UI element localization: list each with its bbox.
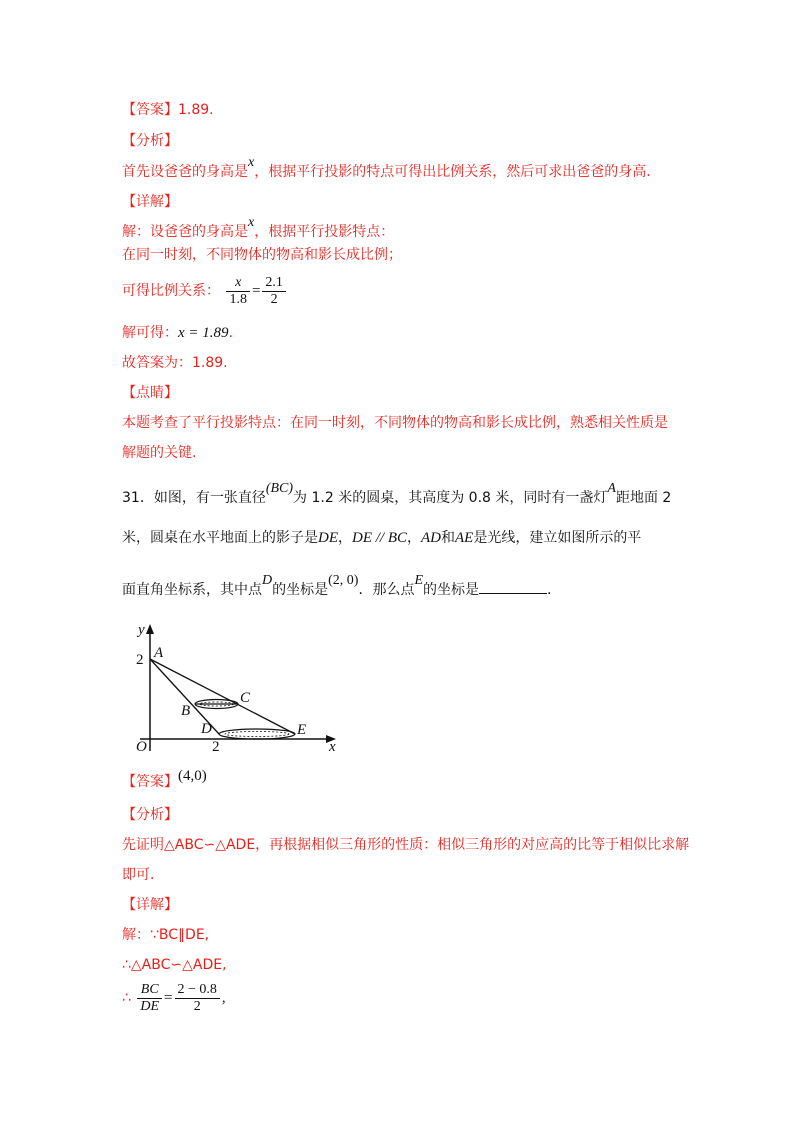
label-y: y	[138, 622, 145, 638]
coordinate-diagram	[130, 618, 345, 753]
detail-label-2: 【详解】	[122, 897, 178, 913]
solve-line: 解可得：x = 1.89.	[122, 325, 233, 341]
analysis-label-2: 【分析】	[122, 807, 178, 823]
answer-line-2: 【答案】(4,0)	[122, 768, 207, 790]
question-31-line3: 面直角坐标系，其中点D的坐标是(2, 0)．那么点E的坐标是 .	[122, 573, 552, 598]
detail2-fraction-line: ∴ $\frac{BC}{DE}$ = $\frac{2 - 0.8}{2}$ ,	[122, 981, 226, 1014]
math-bc: (BC)	[265, 481, 294, 496]
detail2-line1: 解：∵BC∥DE,	[122, 927, 210, 943]
analysis-label: 【分析】	[122, 133, 178, 149]
solve-expression: x = 1.89	[178, 325, 229, 341]
label-x-2: 2	[212, 739, 220, 753]
label-o: O	[136, 739, 147, 753]
y-axis-arrow	[146, 624, 154, 634]
answer-coordinate: (4,0)	[178, 768, 207, 784]
final-answer: 故答案为：1.89.	[122, 355, 228, 371]
fraction-bc-de: $\frac{BC}{DE}$	[137, 982, 162, 1015]
analysis-text: 首先设爸爸的身高是x，根据平行投影的特点可得出比例关系，然后可求出爸爸的身高.	[122, 155, 651, 180]
geometry-figure	[130, 618, 345, 757]
fraction-heights: $\frac{2 - 0.8}{2}$	[175, 982, 220, 1015]
label-x: x	[329, 739, 336, 753]
label-c: C	[240, 690, 251, 706]
analysis-line2: 即可.	[122, 867, 155, 883]
comment-label: 【点睛】	[122, 385, 178, 401]
answer-line-1	[122, 100, 214, 120]
shadow-ellipse-inner	[225, 732, 289, 737]
math-var-a: A	[607, 481, 616, 496]
answer-value: 1.89.	[178, 102, 214, 118]
shadow-ellipse	[219, 729, 295, 739]
math-var-x: x	[248, 215, 255, 230]
fraction-lhs: $\frac{x}{1.8}$	[226, 275, 250, 308]
detail-text: 解：设爸爸的身高是x，根据平行投影特点：	[122, 215, 395, 240]
detail-label: 【详解】	[122, 194, 178, 210]
ratio-line: 可得比例关系： $\frac{x}{1.8}$ = $\frac{2.1}{2}$	[122, 273, 288, 309]
math-var-x: x	[248, 155, 255, 170]
fraction-rhs: $\frac{2.1}{2}$	[262, 275, 286, 308]
comment-line2: 解题的关键.	[122, 445, 197, 461]
analysis-line1: 先证明△ABC∽△ADE，再根据相似三角形的性质：相似三角形的对应高的比等于相似比求解	[122, 837, 690, 853]
answer-blank	[479, 579, 547, 594]
question-31-line1: 31．如图，有一张直径(BC)为 1.2 米的圆桌，其高度为 0.8 米，同时有一盏灯A距地面 2	[122, 481, 672, 506]
ray-ae	[150, 659, 295, 734]
question-31-line2: 米，圆桌在水平地面上的影子是DE，DE // BC，AD和AE是光线，建立如图所示的平	[122, 530, 642, 546]
label-d: D	[201, 721, 212, 737]
label-e: E	[297, 722, 307, 738]
label-b: B	[181, 703, 191, 719]
label-y-2: 2	[136, 652, 144, 668]
comment-line1: 本题考查了平行投影特点：在同一时刻，不同物体的物高和影长成比例，熟悉相关性质是	[122, 415, 668, 431]
label-a: A	[154, 645, 164, 661]
detail2-line2: ∴△ABC∽△ADE,	[122, 957, 227, 973]
answer-label: 【答案】	[122, 102, 178, 118]
detail-line2: 在同一时刻，不同物体的物高和影长成比例；	[122, 247, 402, 263]
